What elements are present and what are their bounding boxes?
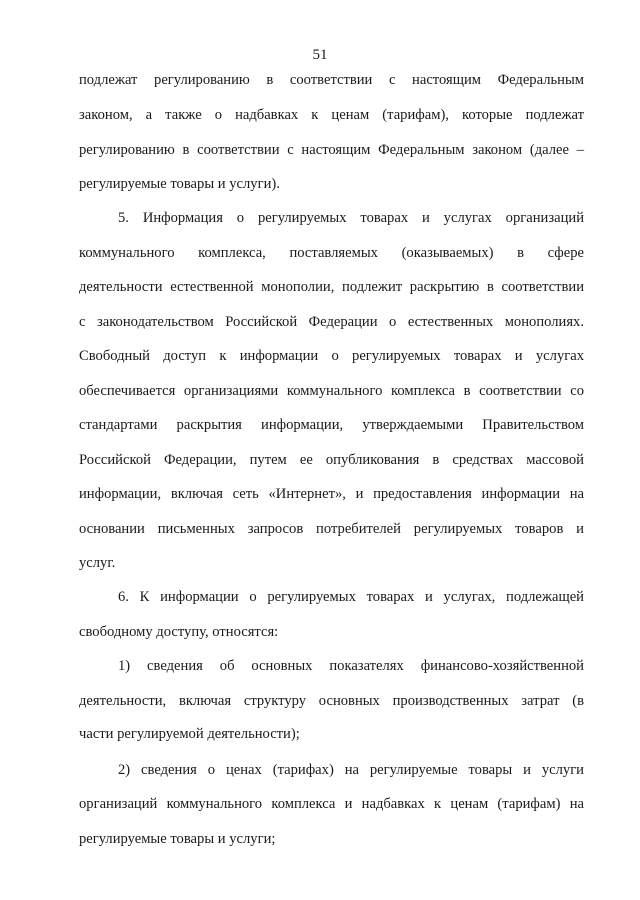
- text-line: регулируемые товары и услуги;: [79, 831, 276, 847]
- text-line: регулируемые товары и услуги).: [79, 176, 280, 192]
- text-line: обеспечивается организациями коммунального комплекса в соответствии со: [79, 383, 584, 399]
- text-line: 2) сведения о ценах (тарифах) на регулируемые товары и услуги: [118, 762, 584, 778]
- text-line: информации, включая сеть «Интернет», и предоставления информации на: [79, 486, 584, 502]
- text-line: Свободный доступ к информации о регулируемых товарах и услугах: [79, 348, 584, 364]
- page-number: 51: [312, 47, 328, 63]
- text-line: части регулируемой деятельности);: [79, 726, 300, 742]
- text-line: 1) сведения об основных показателях финансово-хозяйственной: [118, 658, 584, 674]
- text-line: организаций коммунального комплекса и надбавках к ценам (тарифам) на: [79, 796, 584, 812]
- text-line: законом, а также о надбавках к ценам (тарифам), которые подлежат: [79, 107, 584, 123]
- text-line: коммунального комплекса, поставляемых (оказываемых) в сфере: [79, 245, 584, 261]
- text-line: подлежат регулированию в соответствии с настоящим Федеральным: [79, 72, 584, 88]
- text-line: основании письменных запросов потребителей регулируемых товаров и: [79, 521, 584, 537]
- text-line: Российской Федерации, путем ее опубликования в средствах массовой: [79, 452, 584, 468]
- text-line: регулированию в соответствии с настоящим Федеральным законом (далее –: [79, 142, 584, 158]
- text-line: деятельности естественной монополии, подлежит раскрытию в соответствии: [79, 279, 584, 295]
- text-line: 5. Информация о регулируемых товарах и услугах организаций: [118, 210, 584, 226]
- text-line: деятельности, включая структуру основных производственных затрат (в: [79, 693, 584, 709]
- text-line: 6. К информации о регулируемых товарах и услугах, подлежащей: [118, 589, 584, 605]
- text-line: услуг.: [79, 555, 116, 571]
- text-line: с законодательством Российской Федерации о естественных монополиях.: [79, 314, 584, 330]
- text-line: свободному доступу, относятся:: [79, 624, 279, 640]
- text-line: стандартами раскрытия информации, утверждаемыми Правительством: [79, 417, 584, 433]
